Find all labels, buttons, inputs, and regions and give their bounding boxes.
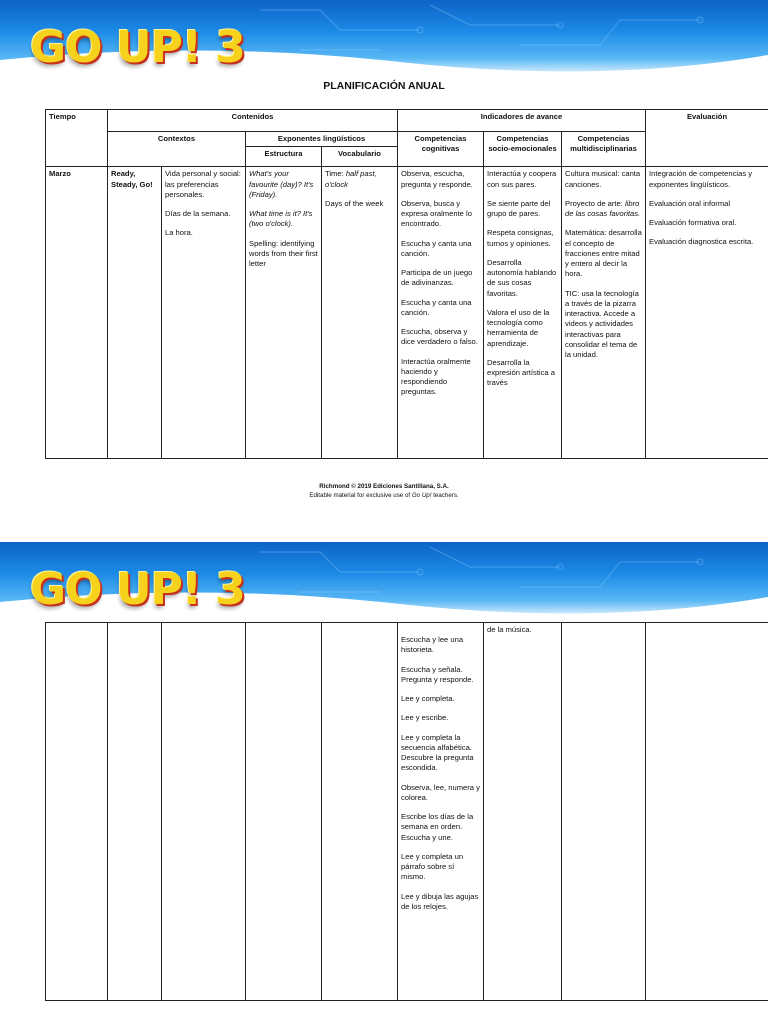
header-banner (0, 542, 768, 620)
cognitiva-item: Escucha, observa y dice verdadero o falso. (401, 327, 478, 347)
contexto-item: Días de la semana. (165, 209, 231, 218)
header-tiempo: Tiempo (46, 110, 108, 167)
socio-item: Valora el uso de la tecnología como herramienta de aprendizaje. (487, 307, 550, 348)
footer-notice-b: teachers. (431, 492, 459, 500)
header-vocabulario: Vocabulario (322, 147, 398, 167)
cell-cognitivas (398, 623, 484, 1001)
cell-contextos (162, 623, 246, 1001)
evaluacion-item: Evaluación diagnostica escrita. (649, 237, 754, 247)
footer-notice-a: Editable material for exclusive use of (309, 492, 412, 500)
multi-item: TIC: usa la tecnología a través de la pizarra interactiva. Accede a videos y actividades interactivas para consolidar el tema de la unidad. (565, 288, 639, 359)
cognitiva-item: Escucha y lee una historieta. (401, 635, 464, 655)
multi-item (565, 199, 642, 220)
cognitiva-item: Lee y escribe. (401, 713, 449, 723)
vocab-italic: half past, o'clock (325, 169, 377, 189)
estructura-item: Spelling: identifying words from their first letter (249, 238, 318, 268)
cognitiva-item: Lee y dibuja las agujas de los relojes. (401, 891, 479, 911)
contexto-item: La hora. (165, 228, 193, 238)
vocabulario-item (325, 169, 394, 190)
cell-multi (562, 167, 646, 459)
cognitiva-item: Escucha y señala. Pregunta y responde. (401, 664, 474, 684)
header-exponentes: Exponentes lingüísticos (246, 132, 398, 147)
socio-item: Desarrolla la expresión artística a través (487, 357, 555, 388)
cell-vocabulario (322, 623, 398, 1001)
estructura-item: What time is it? It's (two o'clock). (249, 209, 313, 229)
planning-table-continued (45, 622, 768, 1001)
vocabulario-item: Days of the week (325, 198, 384, 208)
cognitiva-item: Escucha y canta una canción. (401, 238, 472, 258)
cognitiva-item: Escribe los días de la semana en orden. Escucha y une. (401, 812, 474, 842)
footer-notice-italic: Go Up! (411, 492, 432, 500)
header-comp-multi: Competencias multidisciplinarias (562, 132, 646, 167)
cognitiva-item: Observa, escucha, pregunta y responde. (401, 169, 473, 189)
header-evaluacion: Evaluación (646, 110, 768, 167)
multi-italic: libro de las cosas favoritas. (565, 198, 641, 218)
estructura-item: What's your favourite (day)? It's (Friday). (249, 169, 314, 199)
cell-estructura (246, 167, 322, 459)
evaluacion-item: Evaluación formativa oral. (649, 218, 737, 227)
cognitiva-item: Interactúa oralmente haciendo y respondiendo preguntas. (401, 356, 471, 397)
multi-prefix: Proyecto de arte: (565, 198, 625, 208)
cell-unidad: Ready, Steady, Go! (108, 167, 162, 459)
header-contextos: Contextos (108, 132, 246, 167)
cognitiva-item: Lee y completa. (401, 694, 455, 703)
cognitiva-item: Lee y completa la secuencia alfabética. Descubre la pregunta escondida. (401, 732, 474, 773)
cell-tiempo (46, 623, 108, 1001)
cognitiva-item: Participa de un juego de adivinanzas. (401, 268, 473, 288)
socio-item: Se siente parte del grupo de pares. (487, 198, 551, 218)
page-title: PLANIFICACIÓN ANUAL (323, 80, 445, 92)
multi-item: Matemática: desarrolla el concepto de fracciones entre mitad y entero al decir la hora. (565, 228, 642, 279)
cell-vocabulario (322, 167, 398, 459)
header-banner (0, 0, 768, 78)
header-contenidos: Contenidos (108, 110, 398, 132)
evaluacion-item: Evaluación oral informal (649, 198, 731, 208)
evaluacion-item: Integración de competencias y exponentes lingüísticos. (649, 169, 753, 189)
footer-copyright: Richmond © 2019 Ediciones Santillana, S.A. (319, 483, 449, 490)
cell-tiempo: Marzo (46, 167, 108, 459)
cell-multi (562, 623, 646, 1001)
multi-item: Cultura musical: canta canciones. (565, 169, 641, 189)
page-2 (0, 542, 768, 1024)
cell-contextos (162, 167, 246, 459)
go-up-logo: GO UP! 3 (30, 22, 245, 73)
cell-socio (484, 167, 562, 459)
go-up-logo: GO UP! 3 (30, 564, 245, 615)
cell-unidad (108, 623, 162, 1001)
cognitiva-item: Observa, busca y expresa oralmente lo encontrado. (401, 198, 472, 229)
cognitiva-item: Lee y completa un párrafo sobre sí mismo. (401, 851, 464, 882)
socio-item: Respeta consignas, turnos y opiniones. (487, 228, 554, 248)
cell-socio (484, 623, 562, 1001)
footer-notice (0, 491, 768, 500)
socio-item: Interactúa y coopera con sus pares. (487, 169, 557, 189)
cell-cognitivas (398, 167, 484, 459)
contexto-item: Vida personal y social: las preferencias personales. (165, 169, 241, 199)
copyright-footer (0, 482, 768, 501)
header-indicadores: Indicadores de avance (398, 110, 646, 132)
header-comp-socio: Competencias socio-emocionales (484, 132, 562, 167)
socio-item: de la música. (487, 625, 532, 634)
cell-estructura (246, 623, 322, 1001)
page-gap (0, 512, 768, 542)
cell-evaluacion (646, 167, 768, 459)
header-comp-cognitivas: Competencias cognitivas (398, 132, 484, 167)
header-estructura: Estructura (246, 147, 322, 167)
cognitiva-item: Observa, lee, numera y colorea. (401, 782, 480, 802)
socio-item: Desarrolla autonomía hablando de sus cosas favoritas. (487, 257, 557, 298)
planning-table (45, 109, 768, 459)
vocab-prefix: Time: (325, 169, 346, 179)
cognitiva-item: Escucha y canta una canción. (401, 297, 472, 317)
cell-evaluacion (646, 623, 768, 1001)
